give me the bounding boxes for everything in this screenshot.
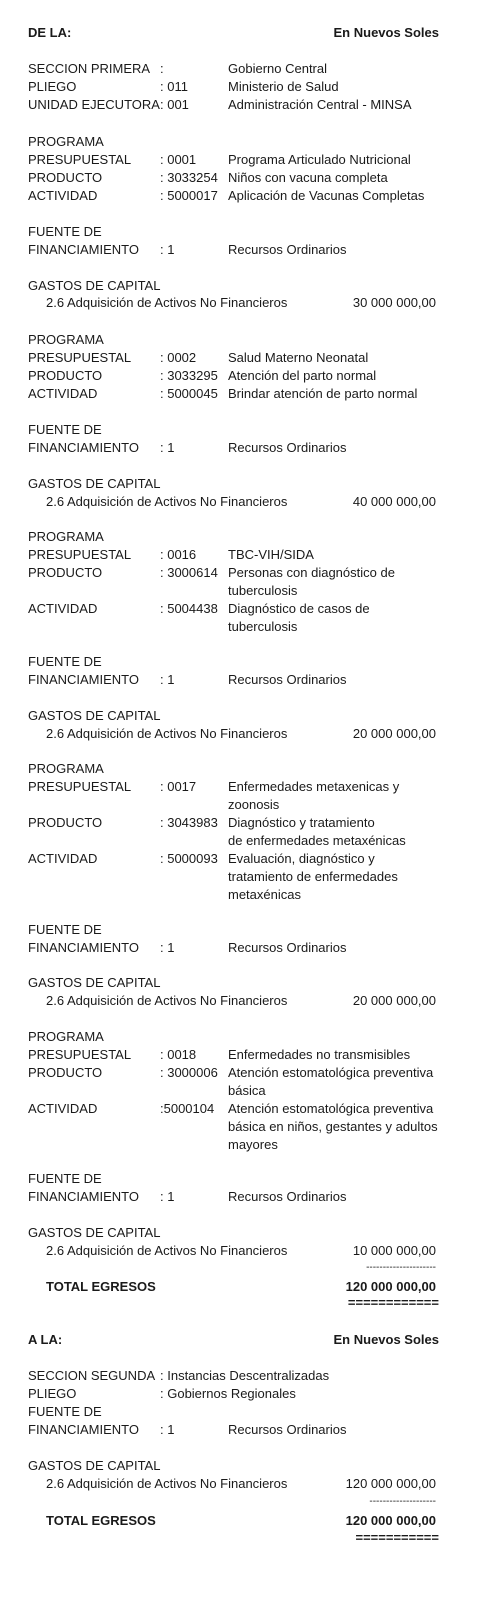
producto-label: PRODUCTO	[28, 815, 103, 830]
producto-value: Personas con diagnóstico de	[228, 565, 395, 580]
seccion-value: Gobierno Central	[228, 61, 327, 76]
financiamiento-label: FINANCIAMIENTO	[28, 672, 139, 687]
total-equals-line: ============	[347, 1295, 439, 1310]
actividad-label: ACTIVIDAD	[28, 1101, 98, 1116]
fuente-code: : 1	[160, 940, 175, 955]
total-equals-line: ===========	[355, 1530, 439, 1545]
actividad-value: Aplicación de Vacunas Completas	[228, 188, 425, 203]
financiamiento-label: FINANCIAMIENTO	[28, 1189, 139, 1204]
fuente-label: FUENTE DE	[28, 1171, 102, 1186]
subtotal-dash-line: --------------------	[369, 1496, 436, 1507]
programa-value: TBC-VIH/SIDA	[228, 547, 314, 562]
presupuestal-label: PRESUPUESTAL	[28, 350, 132, 365]
producto-code: : 3000006	[160, 1065, 218, 1080]
actividad-label: ACTIVIDAD	[28, 601, 98, 616]
producto-label: PRODUCTO	[28, 1065, 103, 1080]
fuente-code: : 1	[160, 1422, 175, 1437]
actividad-value-cont: tuberculosis	[228, 619, 298, 634]
fuente-label: FUENTE DE	[28, 922, 102, 937]
gasto-item: 2.6 Adquisición de Activos No Financieros	[46, 494, 288, 509]
programa-code: : 0018	[160, 1047, 197, 1062]
producto-value: Niños con vacuna completa	[228, 170, 388, 185]
financiamiento-label: FINANCIAMIENTO	[28, 1422, 139, 1437]
gasto-item: 2.6 Adquisición de Activos No Financieros	[46, 295, 288, 310]
seccion-label: SECCION SEGUNDA	[28, 1368, 156, 1383]
actividad-value-cont: mayores	[228, 1137, 278, 1152]
fuente-value: Recursos Ordinarios	[228, 672, 347, 687]
gastos-label: GASTOS DE CAPITAL	[28, 708, 161, 723]
producto-label: PRODUCTO	[28, 170, 103, 185]
gasto-amount: 20 000 000,00	[352, 993, 436, 1008]
actividad-code: : 5000017	[160, 188, 218, 203]
programa-label: PROGRAMA	[28, 332, 104, 347]
actividad-code: : 5004438	[160, 601, 218, 616]
programa-value: Programa Articulado Nutricional	[228, 152, 411, 167]
total-egresos-label: TOTAL EGRESOS	[46, 1513, 156, 1528]
programa-label: PROGRAMA	[28, 761, 104, 776]
total-egresos-amount: 120 000 000,00	[345, 1279, 436, 1294]
actividad-code: : 5000045	[160, 386, 218, 401]
fuente-label: FUENTE DE	[28, 1404, 102, 1419]
fuente-code: : 1	[160, 440, 175, 455]
actividad-value: Diagnóstico de casos de	[228, 601, 370, 616]
programa-code: : 0017	[160, 779, 197, 794]
actividad-value: Atención estomatológica preventiva	[228, 1101, 434, 1116]
seccion-value: : Instancias Descentralizadas	[160, 1368, 330, 1383]
programa-code: : 0016	[160, 547, 197, 562]
producto-value: Atención estomatológica preventiva	[228, 1065, 434, 1080]
gasto-amount: 10 000 000,00	[352, 1243, 436, 1258]
gasto-item: 2.6 Adquisición de Activos No Financieros	[46, 993, 288, 1008]
fuente-value: Recursos Ordinarios	[228, 940, 347, 955]
subtotal-dash-line: ---------------------	[366, 1262, 436, 1273]
gasto-amount: 120 000 000,00	[345, 1476, 436, 1491]
fuente-value: Recursos Ordinarios	[228, 1189, 347, 1204]
programa-value: Enfermedades metaxenicas y	[228, 779, 400, 794]
de-la-heading: DE LA:	[28, 25, 72, 40]
producto-code: : 3000614	[160, 565, 218, 580]
gasto-amount: 20 000 000,00	[352, 726, 436, 741]
fuente-value: Recursos Ordinarios	[228, 242, 347, 257]
gasto-amount: 30 000 000,00	[352, 295, 436, 310]
a-la-currency: En Nuevos Soles	[333, 1332, 439, 1347]
producto-value-cont: tuberculosis	[228, 583, 298, 598]
actividad-value: Evaluación, diagnóstico y	[228, 851, 375, 866]
actividad-value: Brindar atención de parto normal	[228, 386, 418, 401]
presupuestal-label: PRESUPUESTAL	[28, 152, 132, 167]
a-la-heading: A LA:	[28, 1332, 63, 1347]
total-egresos-label: TOTAL EGRESOS	[46, 1279, 156, 1294]
actividad-label: ACTIVIDAD	[28, 851, 98, 866]
gasto-item: 2.6 Adquisición de Activos No Financieros	[46, 726, 288, 741]
fuente-label: FUENTE DE	[28, 422, 102, 437]
presupuestal-label: PRESUPUESTAL	[28, 1047, 132, 1062]
unidad-label: UNIDAD EJECUTORA	[28, 97, 160, 112]
programa-value: Salud Materno Neonatal	[228, 350, 369, 365]
programa-label: PROGRAMA	[28, 134, 104, 149]
financiamiento-label: FINANCIAMIENTO	[28, 242, 139, 257]
gasto-item: 2.6 Adquisición de Activos No Financieros	[46, 1476, 288, 1491]
producto-value-cont: de enfermedades metaxénicas	[228, 833, 406, 848]
fuente-value: Recursos Ordinarios	[228, 440, 347, 455]
producto-value: Atención del parto normal	[228, 368, 377, 383]
producto-label: PRODUCTO	[28, 565, 103, 580]
pliego-code: : 011	[160, 79, 188, 94]
programa-label: PROGRAMA	[28, 529, 104, 544]
fuente-label: FUENTE DE	[28, 224, 102, 239]
de-la-currency: En Nuevos Soles	[333, 25, 439, 40]
gastos-label: GASTOS DE CAPITAL	[28, 1225, 161, 1240]
producto-value: Diagnóstico y tratamiento	[228, 815, 375, 830]
producto-value-cont: básica	[228, 1083, 266, 1098]
pliego-label: PLIEGO	[28, 1386, 77, 1401]
fuente-code: : 1	[160, 1189, 175, 1204]
actividad-code: : 5000093	[160, 851, 218, 866]
pliego-value: : Gobiernos Regionales	[160, 1386, 296, 1401]
programa-value: Enfermedades no transmisibles	[228, 1047, 411, 1062]
presupuestal-label: PRESUPUESTAL	[28, 779, 132, 794]
pliego-value: Ministerio de Salud	[228, 79, 339, 94]
gastos-label: GASTOS DE CAPITAL	[28, 1458, 161, 1473]
presupuestal-label: PRESUPUESTAL	[28, 547, 132, 562]
gastos-label: GASTOS DE CAPITAL	[28, 476, 161, 491]
total-egresos-amount: 120 000 000,00	[345, 1513, 436, 1528]
fuente-code: : 1	[160, 672, 175, 687]
gasto-amount: 40 000 000,00	[352, 494, 436, 509]
seccion-sep: :	[160, 61, 164, 76]
producto-code: : 3043983	[160, 815, 218, 830]
programa-code: : 0001	[160, 152, 197, 167]
programa-value-cont: zoonosis	[228, 797, 280, 812]
actividad-code: :5000104	[160, 1101, 215, 1116]
fuente-label: FUENTE DE	[28, 654, 102, 669]
programa-label: PROGRAMA	[28, 1029, 104, 1044]
unidad-code: : 001	[160, 97, 189, 112]
actividad-label: ACTIVIDAD	[28, 386, 98, 401]
producto-code: : 3033254	[160, 170, 218, 185]
actividad-value-cont: tratamiento de enfermedades	[228, 869, 398, 884]
fuente-value: Recursos Ordinarios	[228, 1422, 347, 1437]
producto-label: PRODUCTO	[28, 368, 103, 383]
actividad-value-cont: metaxénicas	[228, 887, 301, 902]
programa-code: : 0002	[160, 350, 197, 365]
producto-code: : 3033295	[160, 368, 218, 383]
gastos-label: GASTOS DE CAPITAL	[28, 975, 161, 990]
gasto-item: 2.6 Adquisición de Activos No Financieros	[46, 1243, 288, 1258]
gastos-label: GASTOS DE CAPITAL	[28, 278, 161, 293]
actividad-label: ACTIVIDAD	[28, 188, 98, 203]
actividad-value-cont: básica en niños, gestantes y adultos	[228, 1119, 438, 1134]
financiamiento-label: FINANCIAMIENTO	[28, 440, 139, 455]
financiamiento-label: FINANCIAMIENTO	[28, 940, 139, 955]
fuente-code: : 1	[160, 242, 175, 257]
seccion-label: SECCION PRIMERA	[28, 61, 151, 76]
pliego-label: PLIEGO	[28, 79, 77, 94]
unidad-value: Administración Central - MINSA	[228, 97, 412, 112]
